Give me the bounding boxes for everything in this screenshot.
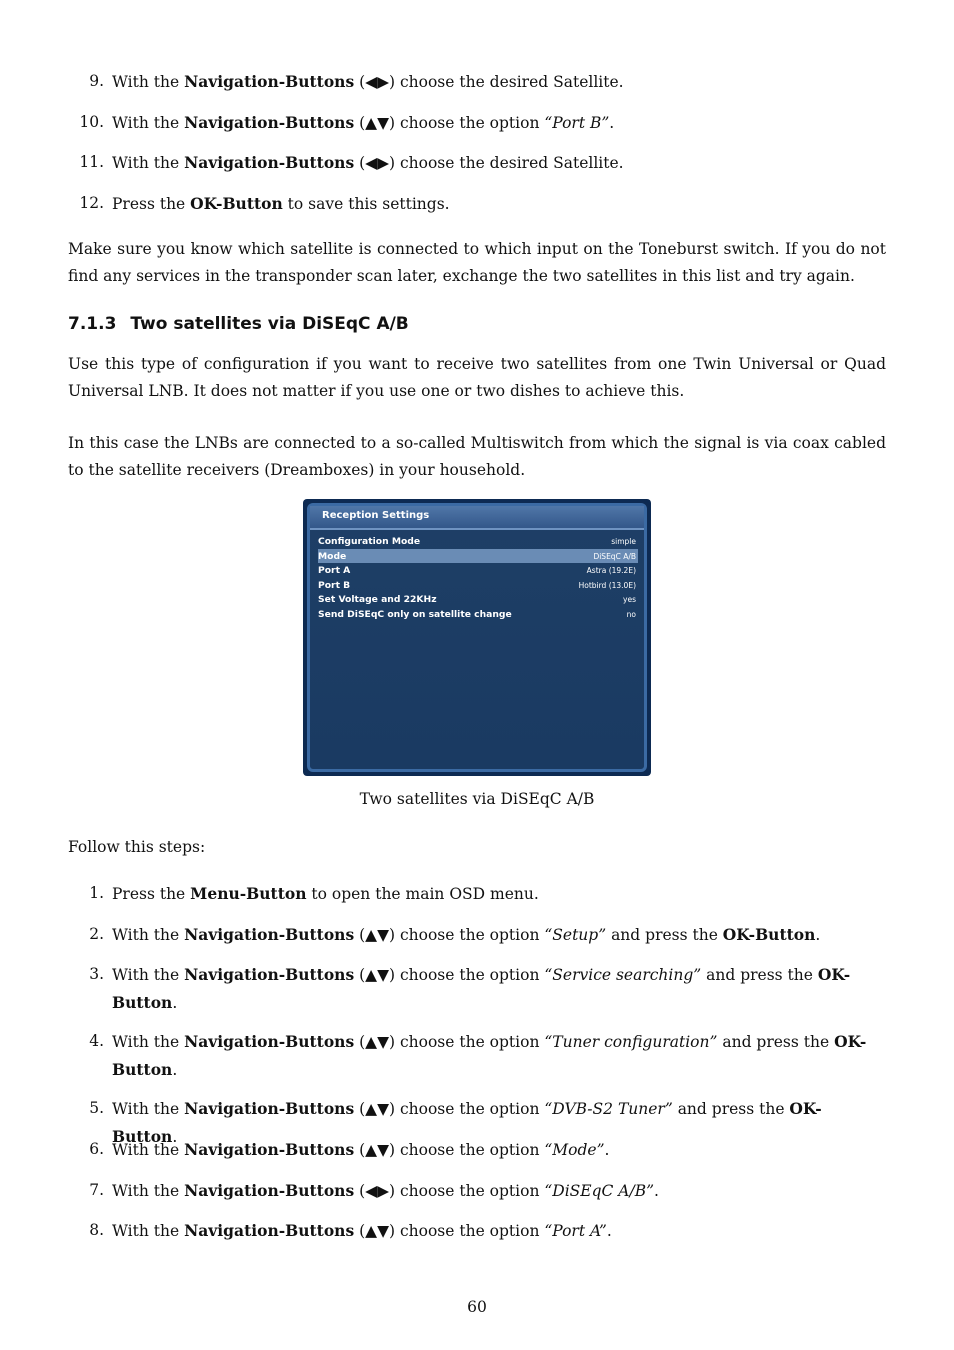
step-text-run: With the [112, 1182, 185, 1200]
step-text-run: With the [112, 926, 185, 944]
step-text-run: to open the main OSD menu. [306, 885, 539, 903]
step-number: 12. [79, 194, 104, 212]
osd-setting-label: Set Voltage and 22KHz [318, 594, 437, 606]
step-text-run: . [609, 114, 615, 132]
step-bold-term: Navigation-Buttons [184, 925, 355, 944]
step-text [112, 190, 886, 218]
section-heading [68, 314, 409, 334]
step-text-run: . [815, 926, 821, 944]
step-bold-term: OK-Button [112, 965, 851, 1012]
step-text-run: With the [112, 1033, 185, 1051]
step-text-run: and press the [606, 926, 723, 944]
step-number: 10. [79, 113, 104, 131]
step-text-run: (◀▶) choose the desired Satellite. [354, 73, 624, 91]
osd-setting-label: Port A [318, 565, 351, 577]
osd-title: Reception Settings [322, 510, 430, 521]
section-title: Two satellites via DiSEqC A/B [130, 314, 409, 334]
step-text [112, 149, 886, 177]
step-text-run: With the [112, 114, 185, 132]
step-text-run: Press the [112, 885, 191, 903]
step-text-run: (▲▼) choose the option [354, 114, 545, 132]
osd-setting-row[interactable] [318, 592, 638, 607]
step-text-run: (▲▼) choose the option [354, 1141, 545, 1159]
osd-title-bar [310, 506, 644, 530]
step-option-name: “Port A” [544, 1222, 607, 1240]
step-text [112, 109, 886, 137]
step-text [112, 1136, 886, 1164]
step-option-name: “DiSEqC A/B” [544, 1182, 655, 1200]
page-number: 60 [467, 1298, 487, 1316]
step-bold-term: Navigation-Buttons [184, 1181, 355, 1200]
step-option-name: “DVB-S2 Tuner” [544, 1100, 673, 1118]
step-text-run: . [172, 1061, 178, 1079]
step-bold-term: Navigation-Buttons [184, 1221, 355, 1240]
step-text [112, 921, 886, 949]
osd-setting-value: yes [623, 595, 636, 605]
step-text [112, 1217, 886, 1245]
step-item [79, 149, 886, 177]
step-text-run: (▲▼) choose the option [354, 1100, 545, 1118]
step-number: 6. [89, 1140, 104, 1158]
step-bold-term: Navigation-Buttons [184, 72, 355, 91]
step-text-run: (◀▶) choose the desired Satellite. [354, 154, 624, 172]
osd-setting-label: Mode [318, 550, 347, 562]
step-text [112, 961, 886, 1017]
osd-setting-value: simple [611, 537, 636, 546]
paragraph-toneburst: Make sure you know which satellite is connected to which input on the Toneburst switch. If you do not find any services in the transponder scan later, exchange the two satellites in this list and try again. [68, 240, 886, 285]
section-number: 7.1.3 [68, 314, 117, 334]
step-text-run: to save this settings. [282, 195, 450, 213]
step-bold-term: Navigation-Buttons [184, 1140, 355, 1159]
paragraph-intro: Use this type of configuration if you want to receive two satellites from one Twin Universal or Quad Universal LNB. It does not matter if you use one or two dishes to achieve this. [68, 355, 886, 400]
step-text-run: With the [112, 1100, 185, 1118]
osd-setting-row[interactable] [318, 578, 638, 593]
step-item [89, 880, 886, 908]
step-text-run: . [604, 1141, 610, 1159]
figure-caption: Two satellites via DiSEqC A/B [359, 790, 595, 808]
step-text-run: With the [112, 966, 185, 984]
reception-settings-screenshot [303, 499, 651, 776]
step-number: 5. [89, 1099, 104, 1117]
step-text-run: . [606, 1222, 612, 1240]
osd-setting-row[interactable] [318, 534, 638, 549]
step-bold-term: Navigation-Buttons [184, 153, 355, 172]
osd-setting-label: Port B [318, 579, 351, 591]
osd-settings-list [318, 534, 638, 622]
osd-setting-value: Astra (19.2E) [586, 566, 636, 576]
step-text [112, 1177, 886, 1205]
step-text-run: . [172, 1128, 178, 1146]
step-bold-term: OK-Button [722, 925, 816, 944]
step-text-run: With the [112, 154, 185, 172]
step-text-run: With the [112, 1222, 185, 1240]
step-text [112, 1028, 886, 1084]
step-text-run: and press the [701, 966, 818, 984]
osd-setting-value: Hotbird (13.0E) [578, 580, 636, 590]
step-text-run: With the [112, 73, 185, 91]
step-text-run: (▲▼) choose the option [354, 966, 545, 984]
osd-setting-label: Send DiSEqC only on satellite change [318, 608, 512, 620]
step-text [112, 880, 886, 908]
step-text-run: and press the [672, 1100, 790, 1118]
step-item [79, 190, 886, 218]
step-number: 11. [79, 153, 104, 171]
step-option-name: “Mode” [544, 1141, 605, 1159]
step-item [89, 1177, 886, 1205]
paragraph-multiswitch: In this case the LNBs are connected to a so-called Multiswitch from which the signal is via coax cabled to the satellite receivers (Dreamboxes) in your household. [68, 434, 886, 479]
step-bold-term: Navigation-Buttons [184, 965, 355, 984]
osd-setting-value: DiSEqC A/B [593, 551, 636, 561]
step-text-run: Press the [112, 195, 191, 213]
step-number: 7. [89, 1181, 104, 1199]
step-text-run: (▲▼) choose the option [354, 926, 545, 944]
osd-setting-row[interactable] [318, 563, 638, 578]
step-number: 1. [89, 884, 104, 902]
step-bold-term: OK-Button [112, 1032, 867, 1079]
step-item [89, 68, 886, 96]
step-item [79, 109, 886, 137]
step-bold-term: Navigation-Buttons [184, 1099, 355, 1118]
step-item [89, 1217, 886, 1245]
osd-setting-value: no [626, 609, 636, 619]
step-option-name: “Port B” [544, 114, 610, 132]
step-text-run: (◀▶) choose the option [354, 1182, 545, 1200]
step-bold-term: Navigation-Buttons [184, 113, 355, 132]
step-item [89, 921, 886, 949]
step-number: 3. [89, 965, 104, 983]
paragraph-follow: Follow this steps: [68, 838, 206, 856]
step-item [89, 1028, 886, 1084]
step-number: 9. [89, 72, 104, 90]
step-text-run: With the [112, 1141, 185, 1159]
step-option-name: “Tuner configuration” [544, 1033, 718, 1051]
step-bold-term: Menu-Button [190, 884, 307, 903]
step-number: 2. [89, 925, 104, 943]
step-item [89, 961, 886, 1017]
osd-setting-row[interactable] [318, 607, 638, 622]
step-text [112, 68, 886, 96]
osd-setting-label: Configuration Mode [318, 536, 421, 547]
step-text-run: (▲▼) choose the option [354, 1033, 545, 1051]
step-text-run: and press the [717, 1033, 835, 1051]
step-option-name: “Setup” [544, 926, 607, 944]
osd-setting-row[interactable] [318, 549, 638, 564]
step-text-run: . [172, 994, 178, 1012]
step-text-run: . [654, 1182, 659, 1200]
step-item [89, 1136, 886, 1164]
step-number: 8. [89, 1221, 104, 1239]
osd-frame [307, 503, 647, 772]
step-bold-term: OK-Button [112, 1099, 822, 1146]
step-number: 4. [89, 1032, 104, 1050]
step-bold-term: OK-Button [190, 194, 283, 213]
step-text-run: (▲▼) choose the option [354, 1222, 545, 1240]
step-option-name: “Service searching” [544, 966, 702, 984]
step-bold-term: Navigation-Buttons [184, 1032, 355, 1051]
